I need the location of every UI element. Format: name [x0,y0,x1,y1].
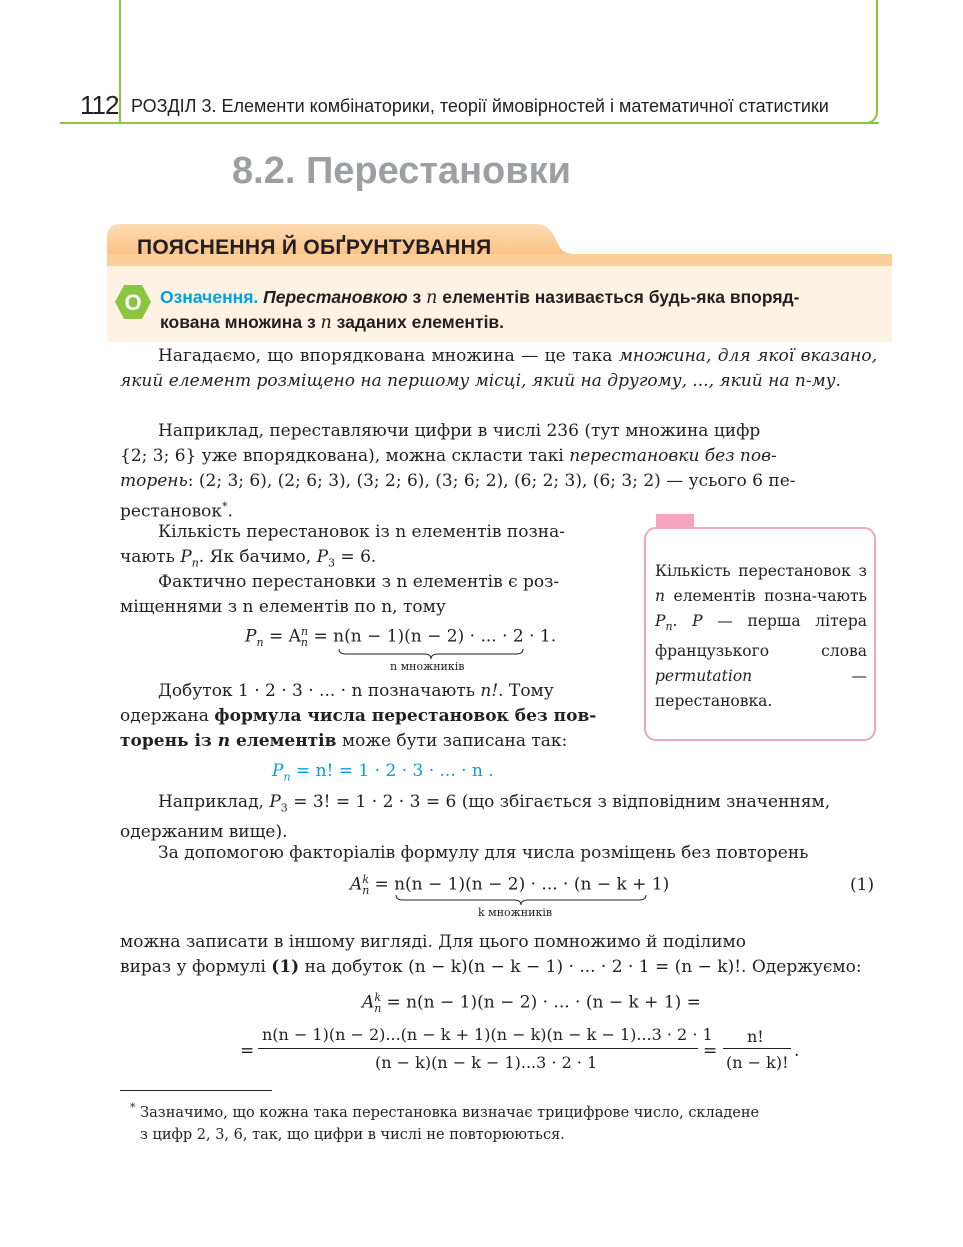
page-number: 112 [80,90,119,120]
formula-eq-sign-2: = [703,1041,718,1061]
formula-1-brace [338,648,524,660]
paragraph-example-236: Наприклад, переставляючи цифри в числі 236 (тут множина цифр {2; 3; 6} уже впорядкована), можна скласти такі перестановки без пов- торень: (2; 3; 6), (2; 6; 3), (3; 2; 6), (3; 6; 2), (6; 2; 3), (6; 3; 2) — усього 6 пе- рестановок*. [120,421,796,522]
formula-period: . [794,1041,800,1061]
formula-eq-sign-1: = [240,1041,255,1061]
formula-permutations-product: $P_n = A_n^n = n(n - 1)(n - 2)$ · ... · 2 · 1. [245,625,557,650]
paragraph-ordered-set: Нагадаємо, що впорядкована множина — це така множина, для якої вказано, який елемент розміщено на першому місці, який на другому, ..., який на n-му. [120,346,878,391]
running-title: РОЗДІЛ 3. Елементи комбінаторики, теорії ймовірностей і математичної статистики [131,96,829,116]
formula-denominator: (n − k)(n − k − 1)...3 · 2 · 1 [375,1053,598,1072]
formula-number-1: (1) [850,875,875,895]
formula-3-brace [395,894,647,906]
sidenote-text: Кількість перестановок з n елементів позна-чають $P_n$. P — перша літера французького слова permutation — перестановка. [655,562,868,711]
paragraph-count-notation: Кількість перестановок із n елементів позна- чають $P_n$. Як бачимо, $P_3 = 6$. [120,522,565,570]
formula-numerator-2: n! [747,1027,764,1046]
header-frame-left [119,0,121,124]
paragraph-factorial: Добуток 1 · 2 · 3 · ... · n позначають n!. Тому одержана формула числа перестановок без пов- торень із n елементів може бути записана так: [120,681,597,751]
formula-denominator-2: (n − k)! [726,1053,789,1072]
paragraph-arrangements-factorial: За допомогою факторіалів формулу для числа розміщень без повторень [158,843,809,863]
formula-permutations-factorial: $P_n = n$! = 1 · 2 · 3 · ... · n . [272,761,494,784]
header-frame-corner [866,104,878,124]
footnote: * Зазначимо, що кожна така перестановка визначає трицифрове число, складене з цифр 2, 3, 6, так, що цифри в числі не повторюються. [130,1101,760,1143]
formula-arrangements: $A_n^k = n(n - 1)(n - 2)$ · ... · (n − k + 1) [350,873,670,898]
page-title: 8.2. Перестановки [232,150,572,192]
definition-icon [115,284,151,320]
paragraph-arrangements: Фактично перестановки з n елементів є роз- міщеннями з n елементів по n, тому [120,572,560,617]
page-number-underline [60,122,120,124]
header-frame-right [876,0,878,108]
formula-1-brace-label: n множників [390,660,465,673]
fraction-bar-2 [723,1048,791,1049]
footnote-rule [120,1090,272,1091]
svg-text:О: О [124,290,142,315]
fraction-bar-1 [258,1048,698,1049]
definition-term: Перестановкою [263,287,408,307]
paragraph-multiply-divide: можна записати в іншому вигляді. Для цього помножимо й поділимо вираз у формулі (1) на добуток (n − k)(n − k − 1) · ... · 2 · 1 = (n − k)!. Одержуємо: [120,932,862,977]
formula-3-brace-label: k множників [478,906,553,919]
definition-label: Означення. [160,287,259,307]
definition-text: Означення. Перестановкою з n елементів називається будь-яка впоряд- кована множина з n заданих елементів. [160,287,800,333]
paragraph-p3-example: Наприклад, $P_3 = 3$! = 1 · 2 · 3 = 6 (що збігається з відповідним значенням, одержаним вище). [120,792,831,843]
formula-arrangements-line1: $A_n^k = n(n - 1)(n - 2)$ · ... · (n − k + 1) = [362,991,701,1016]
formula-numerator: n(n − 1)(n − 2)...(n − k + 1)(n − k)(n − k − 1)...3 · 2 · 1 [262,1025,713,1044]
header-frame-bottom [119,122,879,124]
section-heading: ПОЯСНЕННЯ Й ОБҐРУНТУВАННЯ [137,236,492,259]
